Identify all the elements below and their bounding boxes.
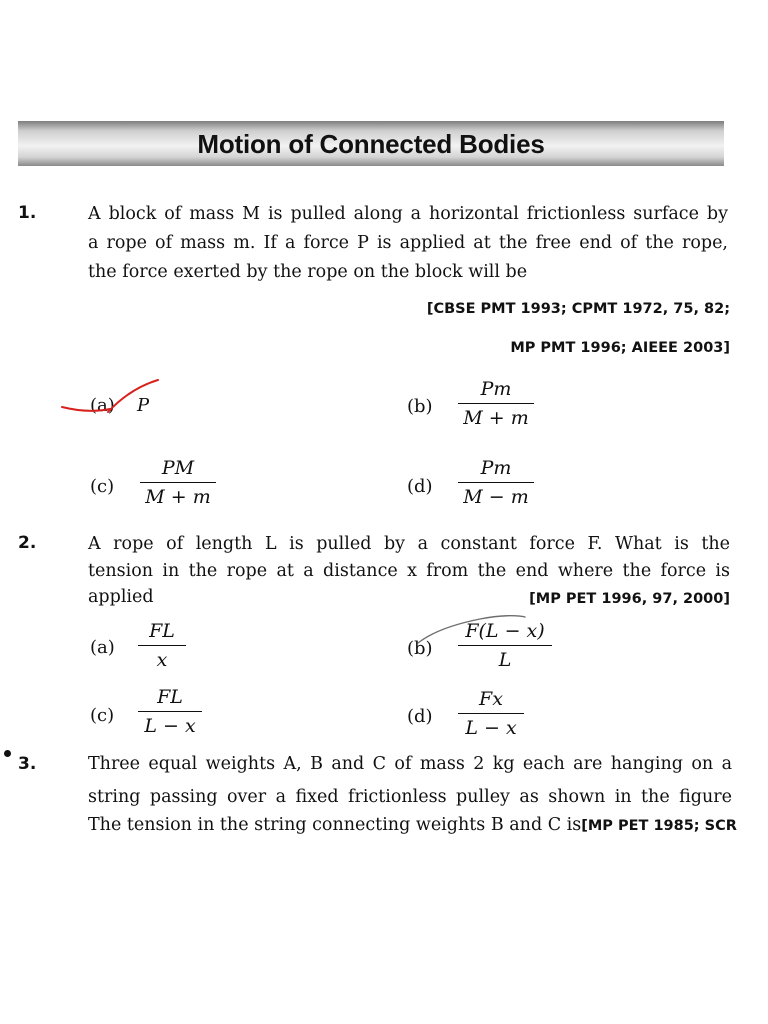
q1-option-d-numerator: Pm <box>480 457 512 479</box>
question-2-line-2: tension in the rope at a distance x from the end where the force is <box>88 561 730 581</box>
question-2-source: [MP PET 1996, 97, 2000] <box>529 591 730 607</box>
q2-option-d-label: (d) <box>407 706 433 727</box>
q2-option-d-numerator: Fx <box>479 688 503 710</box>
question-2-number: 2. <box>18 533 37 553</box>
q2-option-b-denominator: L <box>498 649 512 672</box>
gray-tick-mark <box>418 616 525 643</box>
q2-option-a-denominator: x <box>156 649 168 672</box>
question-2-line-1: A rope of length L is pulled by a constant force F. What is the <box>88 534 730 554</box>
q1-option-a-label: (a) <box>90 395 115 416</box>
q2-option-b-label: (b) <box>407 638 433 659</box>
q1-option-b-label: (b) <box>407 396 433 417</box>
question-3-line-1: Three equal weights A, B and C of mass 2 kg each are hanging on a <box>88 754 732 774</box>
q1-option-d-denominator: M − m <box>463 486 529 509</box>
question-3-line-3: The tension in the string connecting weights B and C is <box>88 815 582 835</box>
question-1-source-2: MP PMT 1996; AIEEE 2003] <box>510 340 730 356</box>
question-1-number: 1. <box>18 203 37 223</box>
q1-option-c-numerator: PM <box>161 457 195 479</box>
question-1-line-2: a rope of mass m. If a force P is applied at the free end of the rope, <box>88 233 728 253</box>
q1-option-c-label: (c) <box>90 476 115 497</box>
question-3-source: [MP PET 1985; SCR <box>581 818 737 834</box>
q2-option-c-label: (c) <box>90 705 115 726</box>
red-tick-mark <box>62 380 158 412</box>
question-1-line-1: A block of mass M is pulled along a horizontal frictionless surface by <box>88 204 728 224</box>
q1-option-c-denominator: M + m <box>145 486 211 509</box>
q2-option-c-denominator: L − x <box>144 715 196 738</box>
question-2-line-3: applied <box>88 587 154 607</box>
q2-option-a-label: (a) <box>90 637 115 658</box>
q2-option-b-numerator: F(L − x) <box>465 620 545 642</box>
q1-option-b-numerator: Pm <box>480 378 512 400</box>
q1-option-b-denominator: M + m <box>463 407 529 430</box>
page-title: Motion of Connected Bodies <box>197 129 545 159</box>
question-1-source-1: [CBSE PMT 1993; CPMT 1972, 75, 82; <box>426 301 730 317</box>
question-1-line-3: the force exerted by the rope on the block will be <box>88 262 528 282</box>
q1-option-d-label: (d) <box>407 476 433 497</box>
q1-option-a-value: P <box>137 395 150 416</box>
question-3-number: 3. <box>18 754 37 774</box>
q2-option-a-numerator: FL <box>149 620 175 642</box>
question-3-line-2: string passing over a fixed frictionless pulley as shown in the figure <box>88 787 732 807</box>
q2-option-d-denominator: L − x <box>465 717 517 740</box>
q2-option-c-numerator: FL <box>157 686 183 708</box>
